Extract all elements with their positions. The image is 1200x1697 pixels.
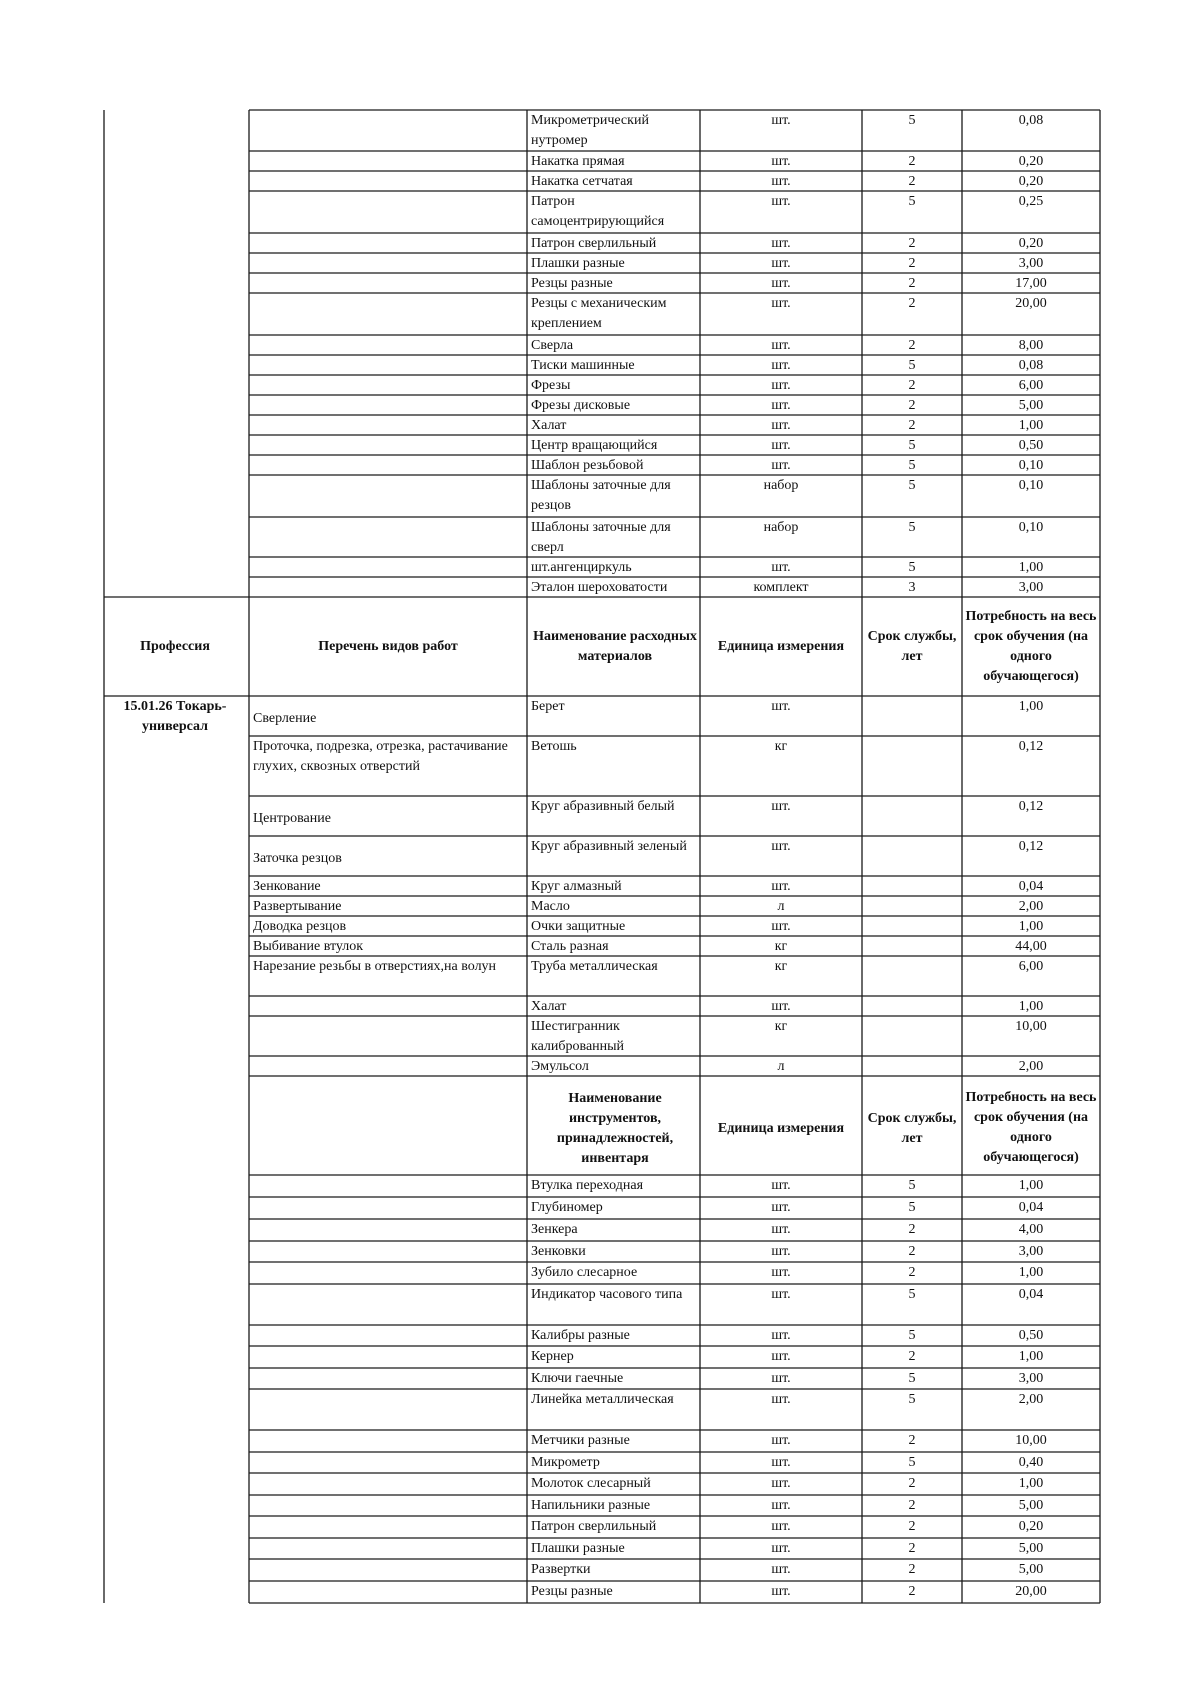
- term-cell: [864, 1057, 960, 1076]
- unit-cell: шт.: [771, 1328, 791, 1343]
- unit-cell: шт.: [771, 919, 791, 934]
- need-cell: 44,00: [1015, 939, 1047, 954]
- need-cell: 1,00: [1018, 919, 1044, 934]
- term-cell: 2: [908, 296, 916, 311]
- item-name: Индикатор часового типа: [531, 1287, 683, 1302]
- term-cell: [864, 1017, 960, 1056]
- term-cell: 2: [908, 338, 916, 353]
- need-cell: 3,00: [1018, 256, 1044, 271]
- need-cell: 8,00: [1018, 338, 1044, 353]
- term-cell: 2: [908, 1265, 916, 1280]
- header-term: Срок службы, лет: [867, 629, 957, 664]
- need-cell: 0,04: [1018, 1287, 1044, 1302]
- header-works: Перечень видов работ: [318, 639, 458, 654]
- need-cell: 0,50: [1018, 1328, 1044, 1343]
- item-name: Линейка металлическая: [531, 1392, 674, 1407]
- need-cell: 1,00: [1018, 560, 1044, 575]
- unit-cell: шт.: [771, 1265, 791, 1280]
- item-name: Ветошь: [531, 739, 577, 754]
- term-cell: [864, 937, 960, 956]
- unit-cell: л: [777, 1059, 785, 1074]
- term-cell: 2: [908, 256, 916, 271]
- need-cell: 0,12: [1018, 839, 1044, 854]
- term-cell: 5: [908, 358, 916, 373]
- need-cell: 3,00: [1018, 580, 1044, 595]
- term-cell: [864, 957, 960, 996]
- item-name: Эмульсол: [531, 1059, 589, 1074]
- need-cell: 0,40: [1018, 1455, 1044, 1470]
- work-cell: Зенкование: [253, 879, 321, 894]
- term-cell: 5: [908, 1178, 916, 1193]
- need-cell: 6,00: [1018, 378, 1044, 393]
- unit-cell: кг: [774, 939, 788, 954]
- profession-label: 15.01.26 Токарь-универсал: [123, 699, 227, 734]
- term-cell: 2: [908, 1349, 916, 1364]
- unit-cell: шт.: [771, 458, 791, 473]
- need-cell: 3,00: [1018, 1371, 1044, 1386]
- work-cell: Сверление: [253, 711, 317, 726]
- unit-cell: шт.: [771, 154, 791, 169]
- item-name: Патрон сверлильный: [531, 236, 657, 251]
- item-name: Сверла: [531, 338, 574, 353]
- item-name: Шаблоны заточные для резцов: [531, 478, 671, 513]
- work-cell: Нарезание резьбы в отверстиях,на волун: [253, 959, 497, 974]
- unit-cell: шт.: [771, 1222, 791, 1237]
- unit-cell: шт.: [771, 1476, 791, 1491]
- term-cell: [864, 837, 960, 876]
- work-cell: [251, 1017, 523, 1056]
- header2-term: Срок службы, лет: [867, 1111, 957, 1146]
- unit-cell: шт.: [771, 1433, 791, 1448]
- item-name: Труба металлическая: [531, 959, 658, 974]
- need-cell: 5,00: [1018, 398, 1044, 413]
- item-name: Молоток слесарный: [531, 1476, 651, 1491]
- need-cell: 0,12: [1018, 739, 1044, 754]
- unit-cell: кг: [774, 739, 788, 754]
- need-cell: 2,00: [1018, 1392, 1044, 1407]
- unit-cell: шт.: [771, 999, 791, 1014]
- unit-cell: шт.: [771, 358, 791, 373]
- unit-cell: шт.: [771, 418, 791, 433]
- unit-cell: шт.: [771, 799, 791, 814]
- term-cell: 2: [908, 276, 916, 291]
- term-cell: 2: [908, 1498, 916, 1513]
- unit-cell: шт.: [771, 1541, 791, 1556]
- item-name: Круг алмазный: [531, 879, 622, 894]
- unit-cell: кг: [774, 959, 788, 974]
- need-cell: 0,50: [1018, 438, 1044, 453]
- header-tools: Наименование инструментов, принадлежностей, инвентаря: [556, 1091, 674, 1166]
- header-need: Потребность на весь срок обучения (на одного обучающегося): [965, 609, 1097, 684]
- unit-cell: шт.: [771, 194, 791, 209]
- unit-cell: шт.: [771, 296, 791, 311]
- unit-cell: шт.: [771, 1244, 791, 1259]
- need-cell: 1,00: [1018, 699, 1044, 714]
- need-cell: 0,20: [1018, 236, 1044, 251]
- term-cell: 2: [908, 1519, 916, 1534]
- unit-cell: шт.: [771, 1519, 791, 1534]
- term-cell: 2: [908, 378, 916, 393]
- term-cell: [864, 997, 960, 1016]
- header2-unit: Единица измерения: [717, 1121, 845, 1136]
- item-name: Плашки разные: [531, 1541, 625, 1556]
- item-name: Микрометр: [531, 1455, 600, 1470]
- need-cell: 0,04: [1018, 1200, 1044, 1215]
- unit-cell: шт.: [771, 1371, 791, 1386]
- need-cell: 1,00: [1018, 418, 1044, 433]
- unit-cell: шт.: [771, 560, 791, 575]
- need-cell: 0,04: [1018, 879, 1044, 894]
- item-name: Шаблоны заточные для сверл: [531, 520, 671, 555]
- header-unit: Единица измерения: [717, 639, 845, 654]
- item-name: Микрометрический нутромер: [531, 113, 649, 148]
- item-name: Резцы с механическим креплением: [531, 296, 667, 331]
- need-cell: 0,10: [1018, 478, 1044, 493]
- term-cell: 2: [908, 154, 916, 169]
- need-cell: 0,10: [1018, 520, 1044, 535]
- unit-cell: шт.: [771, 1392, 791, 1407]
- unit-cell: шт.: [771, 398, 791, 413]
- item-name: Берет: [531, 699, 565, 714]
- need-cell: 0,20: [1018, 1519, 1044, 1534]
- item-name: Эталон шероховатости: [531, 580, 668, 595]
- header-profession: Профессия: [140, 639, 210, 654]
- term-cell: [864, 897, 960, 916]
- item-name: Центр вращающийся: [531, 438, 658, 453]
- work-cell: Центрование: [253, 811, 331, 826]
- item-name: Сталь разная: [531, 939, 609, 954]
- item-name: Ключи гаечные: [531, 1371, 624, 1386]
- item-name: Патрон сверлильный: [531, 1519, 657, 1534]
- term-cell: 2: [908, 1244, 916, 1259]
- term-cell: 5: [908, 1455, 916, 1470]
- need-cell: 0,12: [1018, 799, 1044, 814]
- term-cell: [864, 797, 960, 836]
- item-name: Круг абразивный белый: [531, 799, 675, 814]
- item-name: Фрезы: [531, 378, 571, 393]
- need-cell: 4,00: [1018, 1222, 1044, 1237]
- need-cell: 0,20: [1018, 174, 1044, 189]
- term-cell: 2: [908, 418, 916, 433]
- item-name: Резцы разные: [531, 1584, 613, 1599]
- item-name: шт.ангенциркуль: [531, 560, 632, 575]
- unit-cell: набор: [763, 520, 799, 535]
- unit-cell: шт.: [771, 699, 791, 714]
- item-name: Зенковки: [531, 1244, 586, 1259]
- unit-cell: шт.: [771, 113, 791, 128]
- need-cell: 1,00: [1018, 999, 1044, 1014]
- work-cell: [251, 997, 523, 1016]
- item-name: Масло: [531, 899, 570, 914]
- item-name: Калибры разные: [531, 1328, 630, 1343]
- unit-cell: комплект: [753, 580, 809, 595]
- work-cell: Выбивание втулок: [253, 939, 364, 954]
- need-cell: 1,00: [1018, 1178, 1044, 1193]
- unit-cell: набор: [763, 478, 799, 493]
- need-cell: 1,00: [1018, 1349, 1044, 1364]
- unit-cell: шт.: [771, 236, 791, 251]
- item-name: Шаблон резьбовой: [531, 458, 644, 473]
- term-cell: 5: [908, 1200, 916, 1215]
- term-cell: 5: [908, 1287, 916, 1302]
- term-cell: 5: [908, 1392, 916, 1407]
- item-name: Кернер: [531, 1349, 574, 1364]
- item-name: Очки защитные: [531, 919, 626, 934]
- unit-cell: шт.: [771, 276, 791, 291]
- term-cell: 5: [908, 1328, 916, 1343]
- unit-cell: кг: [774, 1019, 788, 1034]
- need-cell: 0,10: [1018, 458, 1044, 473]
- term-cell: [864, 917, 960, 936]
- term-cell: 2: [908, 398, 916, 413]
- unit-cell: шт.: [771, 1200, 791, 1215]
- term-cell: 5: [908, 113, 916, 128]
- item-name: Метчики разные: [531, 1433, 630, 1448]
- term-cell: [864, 697, 960, 736]
- item-name: Плашки разные: [531, 256, 625, 271]
- unit-cell: шт.: [771, 174, 791, 189]
- term-cell: 2: [908, 1584, 916, 1599]
- need-cell: 20,00: [1015, 296, 1047, 311]
- unit-cell: л: [777, 899, 785, 914]
- item-name: Втулка переходная: [531, 1178, 644, 1193]
- unit-cell: шт.: [771, 1178, 791, 1193]
- item-name: Шестигранник калиброванный: [531, 1019, 625, 1054]
- term-cell: 2: [908, 1222, 916, 1237]
- unit-cell: шт.: [771, 839, 791, 854]
- need-cell: 5,00: [1018, 1498, 1044, 1513]
- term-cell: 3: [908, 580, 916, 595]
- unit-cell: шт.: [771, 879, 791, 894]
- unit-cell: шт.: [771, 1349, 791, 1364]
- term-cell: [864, 877, 960, 896]
- need-cell: 2,00: [1018, 899, 1044, 914]
- need-cell: 20,00: [1015, 1584, 1047, 1599]
- need-cell: 5,00: [1018, 1562, 1044, 1577]
- unit-cell: шт.: [771, 338, 791, 353]
- item-name: Круг абразивный зеленый: [531, 839, 687, 854]
- unit-cell: шт.: [771, 1584, 791, 1599]
- item-name: Фрезы дисковые: [531, 398, 631, 413]
- term-cell: [864, 737, 960, 796]
- work-cell: [251, 1057, 523, 1076]
- term-cell: 2: [908, 1562, 916, 1577]
- need-cell: 0,08: [1018, 113, 1044, 128]
- need-cell: 6,00: [1018, 959, 1044, 974]
- item-name: Зубило слесарное: [531, 1265, 638, 1280]
- term-cell: 2: [908, 1476, 916, 1491]
- item-name: Халат: [531, 418, 567, 433]
- need-cell: 1,00: [1018, 1265, 1044, 1280]
- need-cell: 1,00: [1018, 1476, 1044, 1491]
- item-name: Развертки: [531, 1562, 591, 1577]
- term-cell: 5: [908, 560, 916, 575]
- need-cell: 0,20: [1018, 154, 1044, 169]
- term-cell: 5: [908, 438, 916, 453]
- item-name: Накатка прямая: [531, 154, 625, 169]
- unit-cell: шт.: [771, 378, 791, 393]
- item-name: Напильники разные: [531, 1498, 651, 1513]
- term-cell: 5: [908, 194, 916, 209]
- term-cell: 5: [908, 520, 916, 535]
- item-name: Резцы разные: [531, 276, 613, 291]
- need-cell: 0,25: [1018, 194, 1044, 209]
- need-cell: 10,00: [1015, 1433, 1047, 1448]
- need-cell: 10,00: [1015, 1019, 1047, 1034]
- term-cell: 2: [908, 1433, 916, 1448]
- header2-need: Потребность на весь срок обучения (на одного обучающегося): [965, 1090, 1097, 1165]
- term-cell: 5: [908, 1371, 916, 1386]
- item-name: Патрон самоцентрирующийся: [531, 194, 665, 229]
- term-cell: 5: [908, 458, 916, 473]
- unit-cell: шт.: [771, 1287, 791, 1302]
- unit-cell: шт.: [771, 1455, 791, 1470]
- item-name: Халат: [531, 999, 567, 1014]
- header-materials: Наименование расходных материалов: [533, 629, 697, 664]
- need-cell: 5,00: [1018, 1541, 1044, 1556]
- unit-cell: шт.: [771, 1498, 791, 1513]
- unit-cell: шт.: [771, 1562, 791, 1577]
- work-cell: Развертывание: [253, 899, 342, 914]
- item-name: Накатка сетчатая: [531, 174, 633, 189]
- item-name: Тиски машинные: [531, 358, 635, 373]
- need-cell: 3,00: [1018, 1244, 1044, 1259]
- unit-cell: шт.: [771, 256, 791, 271]
- need-cell: 0,08: [1018, 358, 1044, 373]
- work-cell: Проточка, подрезка, отрезка, растачивание глухих, сквозных отверстий: [253, 739, 508, 774]
- term-cell: 2: [908, 174, 916, 189]
- work-cell: Заточка резцов: [253, 851, 342, 866]
- term-cell: 5: [908, 478, 916, 493]
- work-cell: Доводка резцов: [253, 919, 347, 934]
- need-cell: 17,00: [1015, 276, 1047, 291]
- item-name: Глубиномер: [531, 1200, 603, 1215]
- need-cell: 2,00: [1018, 1059, 1044, 1074]
- unit-cell: шт.: [771, 438, 791, 453]
- term-cell: 2: [908, 236, 916, 251]
- item-name: Зенкера: [531, 1222, 578, 1237]
- term-cell: 2: [908, 1541, 916, 1556]
